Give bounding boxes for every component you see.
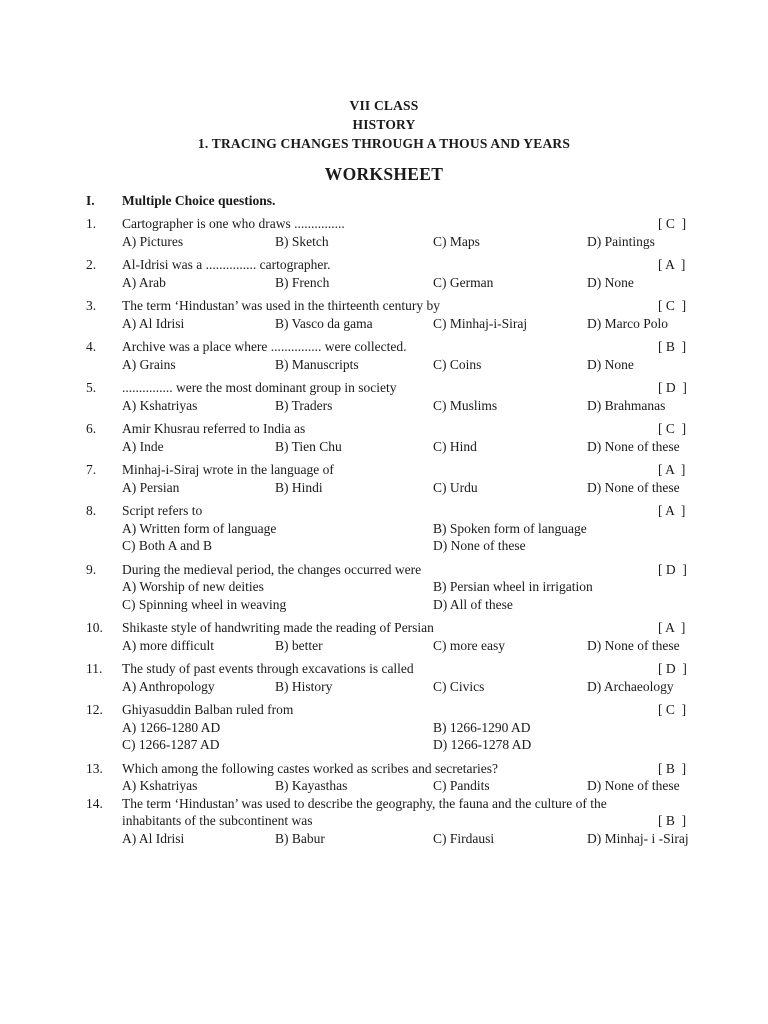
option-b: B) Persian wheel in irrigation	[433, 579, 593, 594]
subject-heading: HISTORY	[352, 117, 416, 132]
option-d: D) Marco Polo	[587, 315, 668, 331]
question-number: 12.	[86, 702, 103, 717]
answer-key: [ D ]	[658, 380, 687, 395]
question-text: Which among the following castes worked as scribes and secretaries?	[122, 760, 498, 776]
question-number: 1.	[86, 216, 97, 231]
option-b: B) Tien Chu	[275, 438, 342, 454]
question-item	[86, 619, 706, 654]
section-number: I.	[86, 193, 95, 208]
answer-key: [ C ]	[658, 702, 687, 717]
option-c: C) 1266-1287 AD	[122, 737, 220, 752]
option-c: C) more easy	[433, 637, 505, 653]
option-a: A) Anthropology	[122, 678, 215, 694]
question-line	[86, 338, 706, 356]
option-b: B) History	[275, 678, 333, 694]
question-text: Amir Khusrau referred to India as	[122, 421, 306, 436]
options-row	[86, 719, 706, 737]
answer-key: [ A ]	[658, 620, 686, 635]
section-heading	[86, 193, 275, 209]
answer-key: [ C ]	[658, 421, 687, 436]
option-a: A) Al Idrisi	[122, 830, 185, 846]
option-a: A) Written form of language	[122, 520, 277, 536]
options-row	[86, 438, 706, 456]
option-a: A) 1266-1280 AD	[122, 719, 221, 735]
question-line	[86, 215, 706, 233]
option-b: B) Hindi	[275, 479, 323, 495]
option-d: D) None of these	[587, 778, 680, 793]
question-line	[86, 461, 706, 479]
option-c: C) Maps	[433, 233, 480, 249]
question-item	[86, 420, 706, 455]
question-line	[86, 297, 706, 315]
options-row	[86, 678, 706, 696]
answer-key: [ C ]	[658, 298, 687, 313]
option-d: D) None of these	[587, 479, 680, 495]
class-heading: VII CLASS	[349, 98, 419, 113]
answer-key: [ D ]	[658, 661, 687, 676]
question-number: 3.	[86, 298, 97, 313]
options-row	[86, 537, 706, 555]
question-line	[86, 420, 706, 438]
option-d: D) None	[587, 356, 634, 372]
question-line	[86, 619, 706, 637]
option-b: B) Manuscripts	[275, 356, 359, 372]
question-line	[86, 256, 706, 274]
question-text: The term ‘Hindustan’ was used in the thirteenth century by	[122, 298, 441, 313]
option-b: B) Vasco da gama	[275, 315, 373, 331]
option-c: C) Spinning wheel in weaving	[122, 596, 287, 612]
option-a: A) Al Idrisi	[122, 315, 185, 331]
question-item	[86, 795, 706, 848]
option-b: B) Spoken form of language	[433, 520, 587, 536]
question-list	[86, 215, 706, 853]
option-a: A) Kshatriyas	[122, 397, 198, 413]
answer-key: [ C ]	[658, 216, 687, 231]
question-line	[86, 812, 706, 830]
options-row	[86, 777, 706, 795]
option-c: C) Hind	[433, 438, 477, 454]
option-d: D) None	[587, 274, 634, 290]
question-item	[86, 502, 706, 555]
question-text: Ghiyasuddin Balban ruled from	[122, 702, 294, 717]
options-row	[86, 397, 706, 415]
indent-spacer	[86, 812, 122, 830]
question-line	[86, 660, 706, 678]
chapter-heading: 1. TRACING CHANGES THROUGH A THOUS AND YEARS	[197, 136, 571, 151]
option-a: A) Worship of new deities	[122, 579, 264, 594]
answer-key: [ B ]	[658, 813, 687, 828]
option-d: D) Archaeology	[587, 678, 674, 694]
options-row	[86, 736, 706, 754]
question-item	[86, 701, 706, 754]
question-item	[86, 297, 706, 332]
section-title: Multiple Choice questions.	[122, 193, 276, 208]
answer-key: [ A ]	[658, 503, 686, 518]
question-item	[86, 256, 706, 291]
options-row	[86, 637, 706, 655]
option-b: B) French	[275, 274, 330, 290]
question-text: Cartographer is one who draws ...............	[122, 216, 345, 231]
option-d: D) Minhaj- i -Siraj	[587, 830, 689, 846]
question-number: 14.	[86, 795, 103, 811]
option-c: C) Minhaj-i-Siraj	[433, 315, 528, 331]
options-row	[86, 520, 706, 538]
option-b: B) 1266-1290 AD	[433, 719, 531, 735]
option-d: D) Brahmanas	[587, 397, 666, 413]
option-a: A) more difficult	[122, 637, 214, 653]
options-row	[86, 233, 706, 251]
option-a: A) Pictures	[122, 233, 184, 249]
option-d: D) None of these	[587, 438, 680, 454]
answer-key: [ A ]	[658, 257, 686, 272]
question-text: ............... were the most dominant group in society	[122, 380, 397, 395]
option-b: B) better	[275, 637, 323, 653]
option-b: B) Kayasthas	[275, 778, 348, 793]
question-line	[86, 795, 706, 813]
option-a: A) Kshatriyas	[122, 778, 198, 793]
option-a: A) Persian	[122, 479, 180, 495]
option-c: C) Pandits	[433, 778, 490, 793]
option-a: A) Arab	[122, 274, 166, 290]
question-number: 4.	[86, 339, 97, 354]
options-row	[86, 830, 706, 848]
option-d: D) None of these	[433, 538, 526, 553]
question-number: 11.	[86, 661, 103, 676]
options-row	[86, 578, 706, 596]
question-text: Archive was a place where ............... were collected.	[122, 339, 407, 354]
options-row	[86, 274, 706, 292]
question-item	[86, 461, 706, 496]
option-c: C) German	[433, 274, 494, 290]
option-d: D) None of these	[587, 637, 680, 653]
question-line	[86, 561, 706, 579]
answer-key: [ D ]	[658, 561, 687, 577]
option-c: C) Both A and B	[122, 538, 213, 553]
answer-key: [ B ]	[658, 760, 687, 776]
question-line	[86, 379, 706, 397]
option-b: B) Traders	[275, 397, 333, 413]
options-row	[86, 479, 706, 497]
option-c: C) Firdausi	[433, 830, 495, 846]
option-c: C) Muslims	[433, 397, 498, 413]
question-number: 6.	[86, 421, 97, 436]
question-line	[86, 502, 706, 520]
option-a: A) Inde	[122, 438, 164, 454]
question-item	[86, 338, 706, 373]
question-number: 9.	[86, 561, 97, 577]
options-row	[86, 315, 706, 333]
option-a: A) Grains	[122, 356, 176, 372]
option-c: C) Coins	[433, 356, 482, 372]
question-number: 13.	[86, 760, 103, 776]
answer-key: [ B ]	[658, 339, 687, 354]
question-text: Minhaj-i-Siraj wrote in the language of	[122, 462, 334, 477]
answer-key: [ A ]	[658, 462, 686, 477]
option-d: D) Paintings	[587, 233, 655, 249]
question-item	[86, 760, 706, 795]
options-row	[86, 596, 706, 614]
question-item	[86, 561, 706, 614]
question-text-continued: inhabitants of the subcontinent was	[122, 813, 313, 828]
options-row	[86, 356, 706, 374]
question-line	[86, 760, 706, 778]
question-text: Shikaste style of handwriting made the reading of Persian	[122, 620, 434, 635]
question-text: Script refers to	[122, 503, 203, 518]
question-item	[86, 379, 706, 414]
worksheet-title: WORKSHEET	[324, 164, 444, 184]
option-b: B) Sketch	[275, 233, 329, 249]
option-c: C) Civics	[433, 678, 485, 694]
question-item	[86, 660, 706, 695]
question-number: 10.	[86, 620, 103, 635]
question-item	[86, 215, 706, 250]
option-d: D) 1266-1278 AD	[433, 737, 532, 752]
question-number: 7.	[86, 462, 97, 477]
document-header	[0, 96, 768, 153]
option-c: C) Urdu	[433, 479, 478, 495]
question-text: The study of past events through excavations is called	[122, 661, 414, 676]
option-b: B) Babur	[275, 830, 325, 846]
question-number: 8.	[86, 503, 97, 518]
question-number: 2.	[86, 257, 97, 272]
option-d: D) All of these	[433, 596, 513, 612]
question-text: Al-Idrisi was a ............... cartographer.	[122, 257, 331, 272]
question-text: During the medieval period, the changes occurred were	[122, 561, 422, 577]
question-line	[86, 701, 706, 719]
question-number: 5.	[86, 380, 97, 395]
question-text: The term ‘Hindustan’ was used to describe the geography, the fauna and the culture of the	[122, 795, 607, 811]
